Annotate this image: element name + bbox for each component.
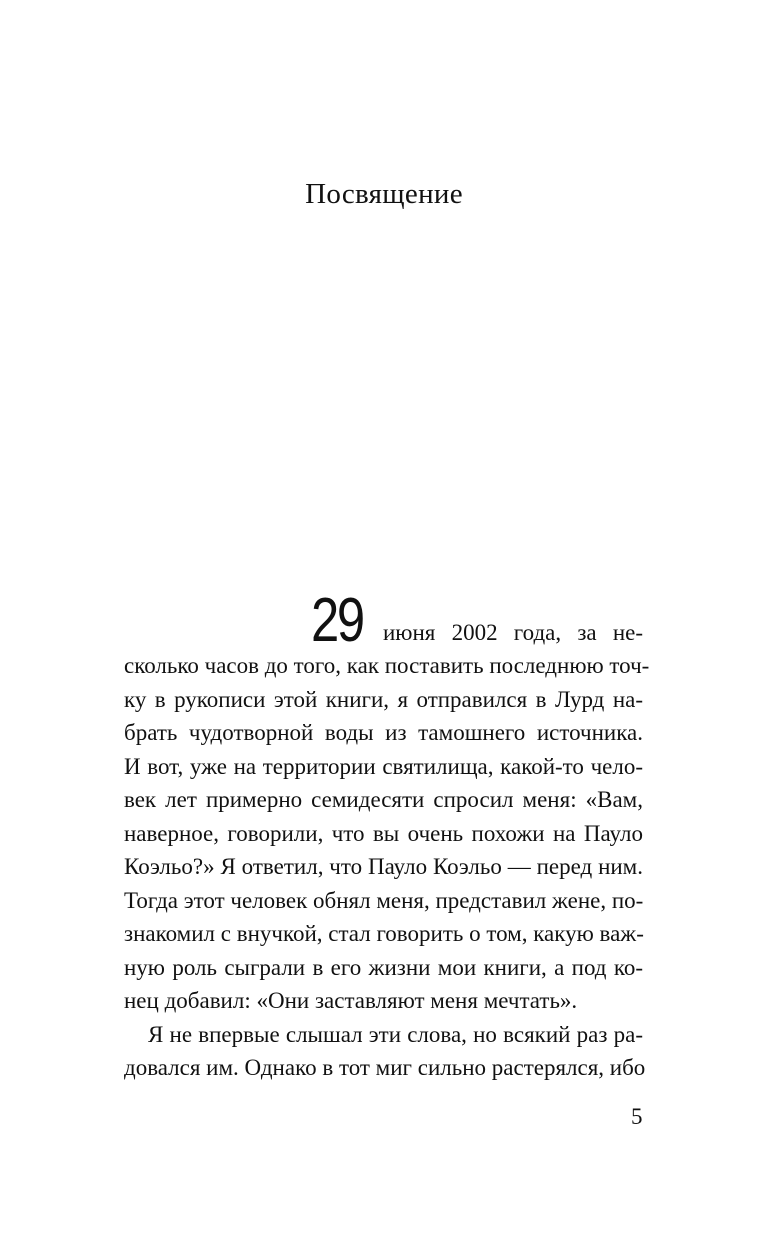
text-line: наверное, говорили, что вы очень похожи на Пауло bbox=[124, 821, 643, 846]
text-line: брать чудотворной воды из тамошнего источника. bbox=[124, 720, 643, 745]
text-line: И вот, уже на территории святилища, какой-то чело- bbox=[124, 754, 643, 779]
text-line: век лет примерно семидесяти спросил меня: «Вам, bbox=[124, 787, 643, 812]
text-line: июня 2002 года, за не- bbox=[383, 620, 643, 645]
text-line: Я не впервые слышал эти слова, но всякий раз ра- bbox=[148, 1022, 643, 1047]
text-line: Коэльо?» Я ответил, что Пауло Коэльо — перед ним. bbox=[124, 854, 643, 879]
text-line: знакомил с внучкой, стал говорить о том, какую важ- bbox=[124, 921, 644, 946]
text-line: Тогда этот человек обнял меня, представил жене, по- bbox=[124, 888, 644, 913]
text-line: ную роль сыграли в его жизни мои книги, а под ко- bbox=[124, 955, 643, 980]
text-line: нец добавил: «Они заставляют меня мечтать». bbox=[124, 988, 578, 1013]
page-number: 5 bbox=[631, 1104, 643, 1129]
text-line: довался им. Однако в тот миг сильно растерялся, ибо bbox=[124, 1055, 646, 1080]
drop-cap-date: 29 bbox=[311, 586, 363, 655]
text-line: сколько часов до того, как поставить последнюю точ- bbox=[124, 653, 650, 678]
text-line: ку в рукописи этой книги, я отправился в Лурд на- bbox=[124, 687, 643, 712]
chapter-title: Посвящение bbox=[305, 178, 463, 210]
